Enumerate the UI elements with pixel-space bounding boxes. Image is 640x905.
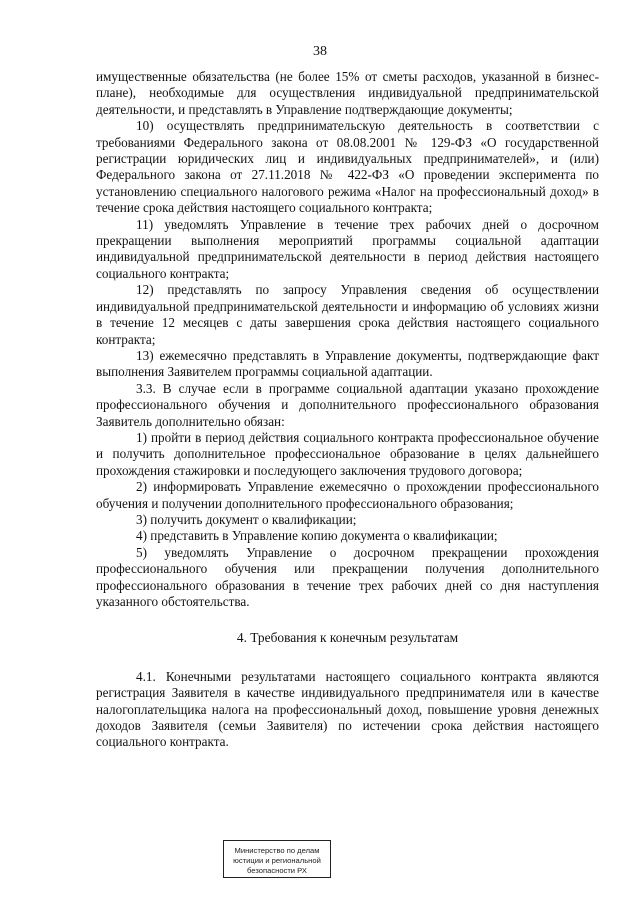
- paragraph: 2) информировать Управление ежемесячно о прохождении профессионального обучения и получении дополнительного профессионального образования;: [96, 479, 599, 511]
- paragraph: 11) уведомлять Управление в течение трех рабочих дней о досрочном прекращении выполнения мероприятий программы социальной адаптации индивидуальной предпринимательской деятельности в период действия настоящего социального контракта;: [96, 216, 599, 281]
- paragraph: 12) представлять по запросу Управления сведения об осуществлении индивидуальной предпринимательской деятельности и информацию об условиях жизни в течение 12 месяцев с даты завершения срока действия настоящего социального контракта;: [96, 282, 599, 347]
- stamp-line: юстиции и региональной: [233, 856, 321, 865]
- paragraph: 1) пройти в период действия социального контракта профессиональное обучение и получить дополнительное профессиональное образование в целях дальнейшего прохождения стажировки и последующего заключения трудового договора;: [96, 429, 599, 478]
- stamp-line: безопасности РХ: [247, 866, 307, 875]
- paragraph: 5) уведомлять Управление о досрочном прекращении прохождения профессионального обучения или прекращении получения дополнительного профессионального образования в течение трех рабочих дней со дня наступления указанного обстоятельства.: [96, 544, 599, 609]
- paragraph: 3.3. В случае если в программе социальной адаптации указано прохождение профессионального обучения и дополнительного профессионального образования Заявитель дополнительно обязан:: [96, 380, 599, 429]
- page-number: 38: [313, 44, 327, 59]
- paragraph: 10) осуществлять предпринимательскую деятельность в соответствии с требованиями Федерального закона от 08.08.2001 № 129-ФЗ «О государственной регистрации юридических лиц и индивидуальных предпринимателей», и (или) Федерального закона от 27.11.2018 № 422-ФЗ «О проведении эксперимента по установлению специального налогового режима «Налог на профессиональный доход» в течение срока действия настоящего социального контракта;: [96, 118, 599, 216]
- final-paragraph: 4.1. Конечными результатами настоящего социального контракта являются регистрация Заявителя в качестве индивидуального предпринимателя или в качестве налогоплательщика налога на профессиональный доход, повышение уровня денежных доходов Заявителя (семьи Заявителя) по истечении срока действия настоящего социального контракта.: [96, 668, 599, 750]
- paragraph: 13) ежемесячно представлять в Управление документы, подтверждающие факт выполнения Заявителем программы социальной адаптации.: [96, 347, 599, 380]
- paragraph: 4) представить в Управление копию документа о квалификации;: [136, 528, 498, 544]
- paragraph: имущественные обязательства (не более 15% от сметы расходов, указанной в бизнес-плане), необходимые для осуществления индивидуальной предпринимательской деятельности, и представлять в Управление подтверждающие документы;: [96, 69, 599, 117]
- registration-stamp: [223, 840, 331, 878]
- paragraph: 3) получить документ о квалификации;: [136, 511, 357, 527]
- document-body: [96, 69, 599, 751]
- stamp-line: Министерство по делам: [234, 846, 320, 855]
- section-heading: 4. Требования к конечным результатам: [236, 630, 459, 646]
